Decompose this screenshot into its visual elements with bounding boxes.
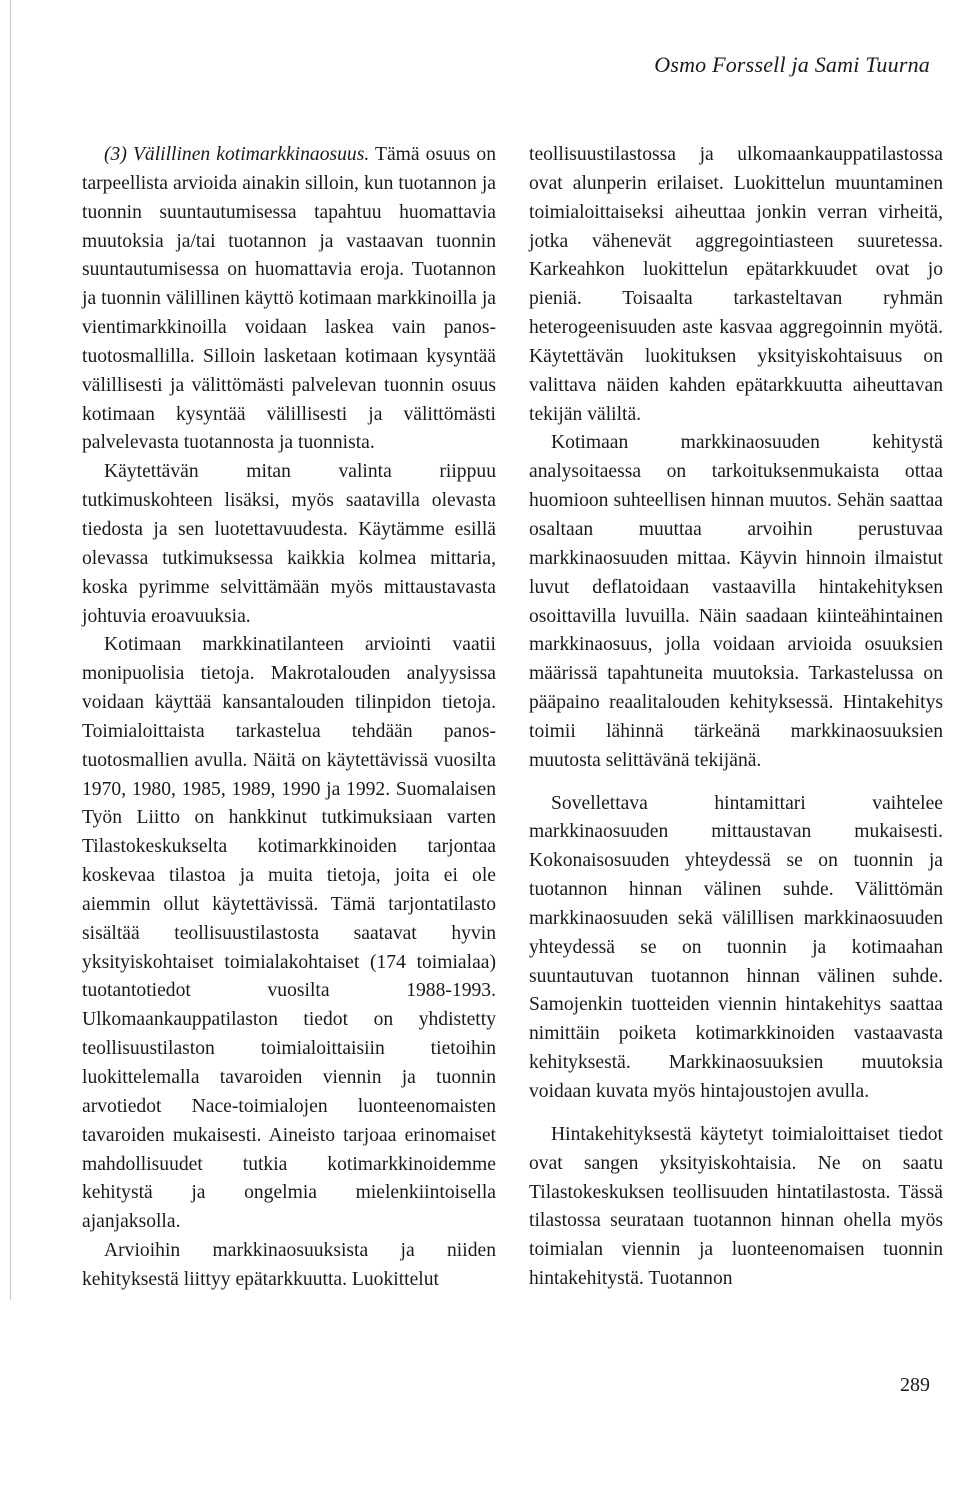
left-column (82, 141, 496, 1295)
right-column (529, 141, 943, 1294)
section-heading-italic: (3) Välillinen kotimarkkinaosuus. (104, 144, 370, 165)
paragraph-left-3: Kotimaan markkinatilanteen arviointi vaatii monipuolisia tietoja. Makrotalouden analyysissa voidaan käyttää kansantalouden tilinpidon tietoja. Toimialoittaista tarkastelua tehdään panos-tuotosmallien avulla. Näitä on käytettävissä vuosilta 1970, 1980, 1985, 1989, 1990 ja 1992. Suomalaisen Työn Liitto on hankkinut tutkimuksiaan varten Tilastokeskukselta kotimarkkinoiden tarjontaa koskevaa tilastoa ja muita tietoja, joita ei ole aiemmin ollut käytettävissä. Tämä tarjontatilasto sisältää teollisuustilastosta saatavat hyvin yksityiskohtaiset toimialakohtaiset (174 toimialaa) tuotantotiedot vuosilta 1988-1993. Ulkomaankauppatilaston tiedot on yhdistetty teollisuustilaston toimialoittaisiin tietoihin luokittelemalla tavaroiden viennin ja tuonnin arvotiedot Nace-toimialojen luonteenomaisten tavaroiden mukaisesti. Aineisto tarjoaa erinomaiset mahdollisuudet tutkia kotimarkkinoidemme kehitystä ja ongelmia mielenkiintoisella ajanjaksolla. (82, 634, 496, 1233)
running-header-authors: Osmo Forssell ja Sami Tuurna (654, 52, 930, 77)
paragraph-left-4: Arvioihin markkinaosuuksista ja niiden kehityksestä liittyy epätarkkuutta. Luokittelut (82, 1240, 496, 1290)
paragraph-left-2: Käytettävän mitan valinta riippuu tutkimuskohteen lisäksi, myös saatavilla olevasta tiedosta ja sen luotettavuudesta. Käytämme esillä olevassa tutkimuksessa kaikkia kolmea mittaria, koska pyrimme selvittämään myös mittaustavasta johtuvia eroavuuksia. (82, 461, 496, 627)
paragraph-right-4: Hintakehityksestä käytetyt toimialoittaiset tiedot ovat sangen yksityiskohtaisia. Ne on saatu Tilastokeskuksen teollisuuden hintatilastosta. Tässä tilastossa seurataan tuotannon hinnan ohella myös toimialan viennin ja luonteenomaisen tuonnin hintakehitystä. Tuotannon (529, 1123, 943, 1290)
paragraph-left-1-text: Tämä osuus on tarpeellista arvioida ainakin silloin, kun tuotannon ja tuonnin suuntautumisessa tapahtuu huomattavia muutoksia ja/tai tuotannon ja vastaavan tuonnin suuntautumisessa on huomattavia eroja. Tuotannon ja tuonnin välillinen käyttö kotimaan markkinoilla ja vientimarkkinoilla voidaan laskea vain panos-tuotosmallilla. Silloin lasketaan kotimaan kysyntää välillisesti ja välittömästi palvelevan tuonnin osuus kotimaan kysyntää välillisesti ja välittömästi palvelevasta tuotannosta ja tuonnista. (82, 144, 496, 454)
paragraph-left-1 (82, 141, 496, 458)
paragraph-right-3: Sovellettava hintamittari vaihtelee markkinaosuuden mittaustavan mukaisesti. Kokonaisosuuden yhteydessä se on tuonnin ja tuotannon hinnan välinen suhde. Välittömän markkinaosuuden sekä välillisen markkinaosuuden yhteydessä se on tuonnin ja kotimaahan suuntautuvan tuotannon hinnan välinen suhde. Samojenkin tuotteiden viennin hintakehitys saattaa nimittäin poiketa kotimarkkinoiden vastaavasta kehityksestä. Markkinaosuuksien muutoksia voidaan kuvata myös hintajoustojen avulla. (529, 792, 943, 1102)
paragraph-right-2: Kotimaan markkinaosuuden kehitystä analysoitaessa on tarkoituksenmukaista ottaa huomioon suhteellisen hinnan muutos. Sehän saattaa osaltaan muuttaa arvoihin perustuvaa markkinaosuuden mittaa. Käyvin hinnoin ilmaistut luvut deflatoidaan vastaavilla hintakehityksen osoittavilla luvuilla. Näin saadaan kiinteähintainen markkinaosuus, jolla voidaan arvioida osuuksien määrissä tapahtuneita muutoksia. Tarkastelussa on pääpaino reaalitalouden kehityksessä. Hintakehitys toimii lähinnä tärkeänä markkinaosuuksien muutosta selittävänä tekijänä. (529, 432, 943, 771)
paragraph-right-1: teollisuustilastossa ja ulkomaankauppatilastossa ovat alunperin erilaiset. Luokittelun muuntaminen toimialoittaiseksi aiheuttaa jonkin verran virheitä, jotka vähenevät aggregointiasteen suuretessa. Karkeahkon luokittelun epätarkkuudet ovat jo pieniä. Toisaalta tarkasteltavan ryhmän heterogeenisuuden aste kasvaa aggregoinnin myötä. Käytettävän luokituksen yksityiskohtaisuus on valittava näiden kahden epätarkkuutta aiheuttavan tekijän väliltä. (529, 144, 943, 425)
scan-margin-line (10, 0, 11, 1300)
page-number: 289 (900, 1374, 930, 1396)
